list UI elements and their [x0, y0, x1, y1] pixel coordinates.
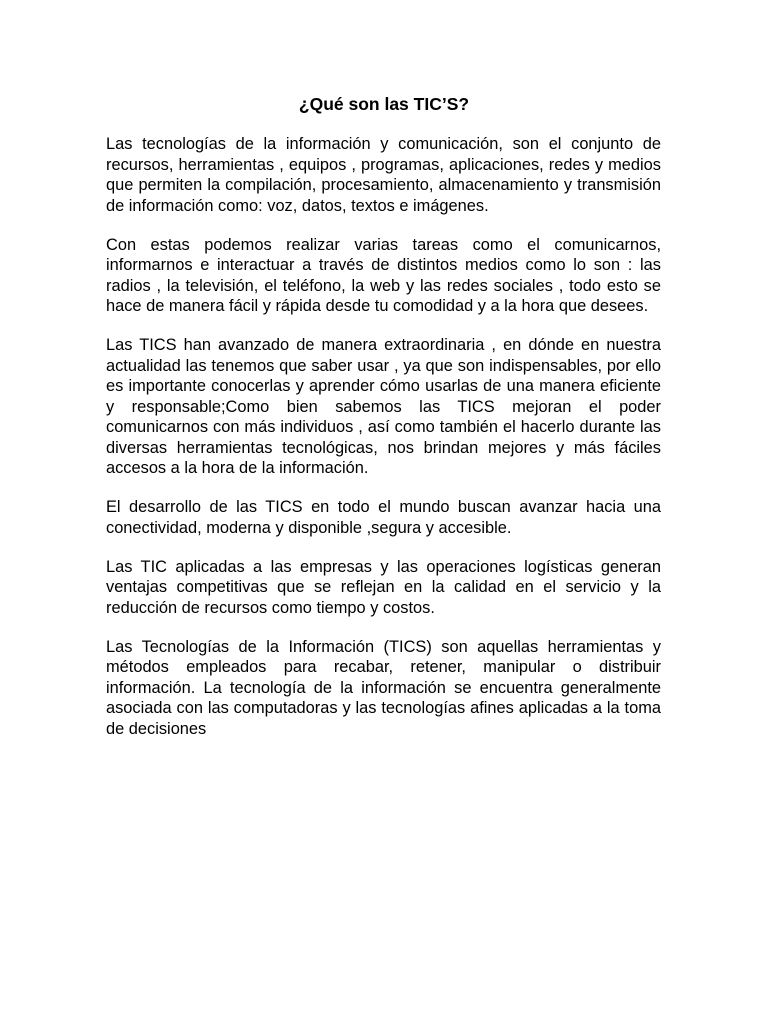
paragraph-definition: Las tecnologías de la información y comunicación, son el conjunto de recursos, herramientas , equipos , programas, aplicaciones, redes y medios que permiten la compilación, procesamiento, almacenamiento y transmisión de información como: voz, datos, textos e imágenes. [106, 135, 661, 215]
document-title: ¿Qué son las TIC’S? [298, 94, 470, 114]
paragraph-development: El desarrollo de las TICS en todo el mundo buscan avanzar hacia una conectividad, moderna y disponible ,segura y accesible. [106, 498, 661, 537]
document-body [106, 134, 661, 758]
paragraph-information-technology: Las Tecnologías de la Información (TICS) son aquellas herramientas y métodos empleados para recabar, retener, manipular o distribuir información. La tecnología de la información se encuentra generalmente asociada con las computadoras y las tecnologías afines aplicadas a la toma de decisiones [106, 637, 661, 738]
paragraph-business: Las TIC aplicadas a las empresas y las operaciones logísticas generan ventajas competitivas que se reflejan en la calidad en el servicio y la reducción de recursos como tiempo y costos. [106, 557, 661, 617]
paragraph-uses: Con estas podemos realizar varias tareas como el comunicarnos, informarnos e interactuar a través de distintos medios como lo son : las radios , la televisión, el teléfono, la web y las redes sociales , todo esto se hace de manera fácil y rápida desde tu comodidad y a la hora que desees. [106, 235, 661, 315]
paragraph-advancement: Las TICS han avanzado de manera extraordinaria , en dónde en nuestra actualidad las tenemos que saber usar , ya que son indispensables, por ello es importante conocerlas y aprender cómo usarlas de una manera eficiente y responsable;Como bien sabemos las TICS mejoran el poder comunicarnos con más individuos , así como también el hacerlo durante las diversas herramientas tecnológicas, nos brindan mejores y más fáciles accesos a la hora de la información. [106, 336, 661, 477]
